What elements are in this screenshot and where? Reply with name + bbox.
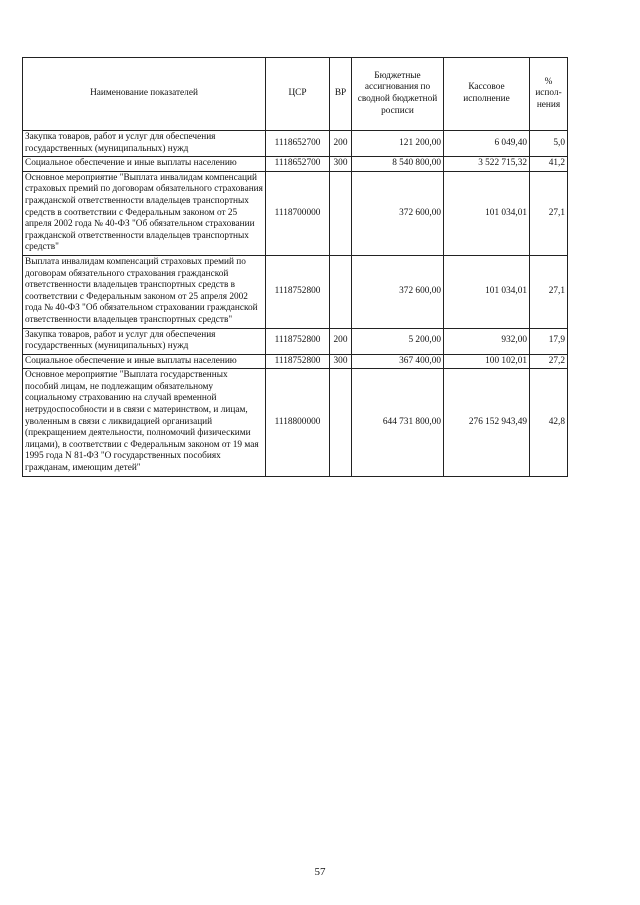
- row-vr: [330, 255, 352, 328]
- row-percent: 5,0: [530, 131, 568, 157]
- row-vr: 200: [330, 131, 352, 157]
- row-percent: 27,2: [530, 354, 568, 369]
- table-row: [23, 171, 568, 255]
- page-number: 57: [314, 866, 326, 878]
- row-csr: 1118752800: [266, 354, 330, 369]
- row-budget: 367 400,00: [352, 354, 444, 369]
- row-budget: 372 600,00: [352, 255, 444, 328]
- row-cash: 100 102,01: [444, 354, 530, 369]
- header-name: Наименование показателей: [23, 58, 266, 131]
- row-name: Выплата инвалидам компенсаций страховых премий по договорам обязательного страхования гражданской ответственности владельцев транспортных средств в соответствии с Федеральным законом от 25 апреля 2002 года № 40-ФЗ "Об обязательном страховании гражданской ответственности владельцев транспортных средств": [23, 255, 266, 328]
- table-row: [23, 354, 568, 369]
- row-budget: 644 731 800,00: [352, 369, 444, 476]
- row-budget: 372 600,00: [352, 171, 444, 255]
- row-cash: 932,00: [444, 328, 530, 354]
- row-percent: 27,1: [530, 255, 568, 328]
- row-csr: 1118652700: [266, 157, 330, 172]
- row-vr: 300: [330, 354, 352, 369]
- table-row: [23, 255, 568, 328]
- row-cash: 276 152 943,49: [444, 369, 530, 476]
- row-budget: 8 540 800,00: [352, 157, 444, 172]
- row-percent: 27,1: [530, 171, 568, 255]
- header-cash: Кассовое исполнение: [444, 58, 530, 131]
- header-csr: ЦСР: [266, 58, 330, 131]
- row-csr: 1118652700: [266, 131, 330, 157]
- row-vr: 200: [330, 328, 352, 354]
- row-name: Социальное обеспечение и иные выплаты населению: [23, 354, 266, 369]
- header-budget: Бюджетные ассигнования по сводной бюджетной росписи: [352, 58, 444, 131]
- budget-execution-table: [22, 57, 568, 477]
- row-cash: 101 034,01: [444, 255, 530, 328]
- row-name: Социальное обеспечение и иные выплаты населению: [23, 157, 266, 172]
- row-cash: 101 034,01: [444, 171, 530, 255]
- row-name: Закупка товаров, работ и услуг для обеспечения государственных (муниципальных) нужд: [23, 131, 266, 157]
- row-budget: 5 200,00: [352, 328, 444, 354]
- table-row: [23, 328, 568, 354]
- row-cash: 3 522 715,32: [444, 157, 530, 172]
- table-row: [23, 131, 568, 157]
- row-percent: 42,8: [530, 369, 568, 476]
- row-name: Закупка товаров, работ и услуг для обеспечения государственных (муниципальных) нужд: [23, 328, 266, 354]
- row-cash: 6 049,40: [444, 131, 530, 157]
- row-vr: 300: [330, 157, 352, 172]
- row-percent: 17,9: [530, 328, 568, 354]
- table-row: [23, 157, 568, 172]
- table-header-row: [23, 58, 568, 131]
- table-row: [23, 369, 568, 476]
- row-csr: 1118752800: [266, 255, 330, 328]
- header-percent: % испол-нения: [530, 58, 568, 131]
- row-vr: [330, 369, 352, 476]
- row-name: Основное мероприятие "Выплата инвалидам компенсаций страховых премий по договорам обязательного страхования гражданской ответственности владельцев транспортных средств в соответствии с Федеральным законом от 25 апреля 2002 года № 40-ФЗ "Об обязательном страховании гражданской ответственности владельцев транспортных средств": [23, 171, 266, 255]
- row-vr: [330, 171, 352, 255]
- header-vr: ВР: [330, 58, 352, 131]
- row-csr: 1118752800: [266, 328, 330, 354]
- row-budget: 121 200,00: [352, 131, 444, 157]
- row-csr: 1118700000: [266, 171, 330, 255]
- row-csr: 1118800000: [266, 369, 330, 476]
- row-percent: 41,2: [530, 157, 568, 172]
- row-name: Основное мероприятие "Выплата государственных пособий лицам, не подлежащим обязательному социальному страхованию на случай временной нетрудоспособности и в связи с материнством, и лицам, уволенным в связи с ликвидацией организаций (прекращением деятельности, полномочий физическими лицами), в соответствии с Федеральным законом от 19 мая 1995 года N 81-ФЗ "О государственных пособиях гражданам, имеющим детей": [23, 369, 266, 476]
